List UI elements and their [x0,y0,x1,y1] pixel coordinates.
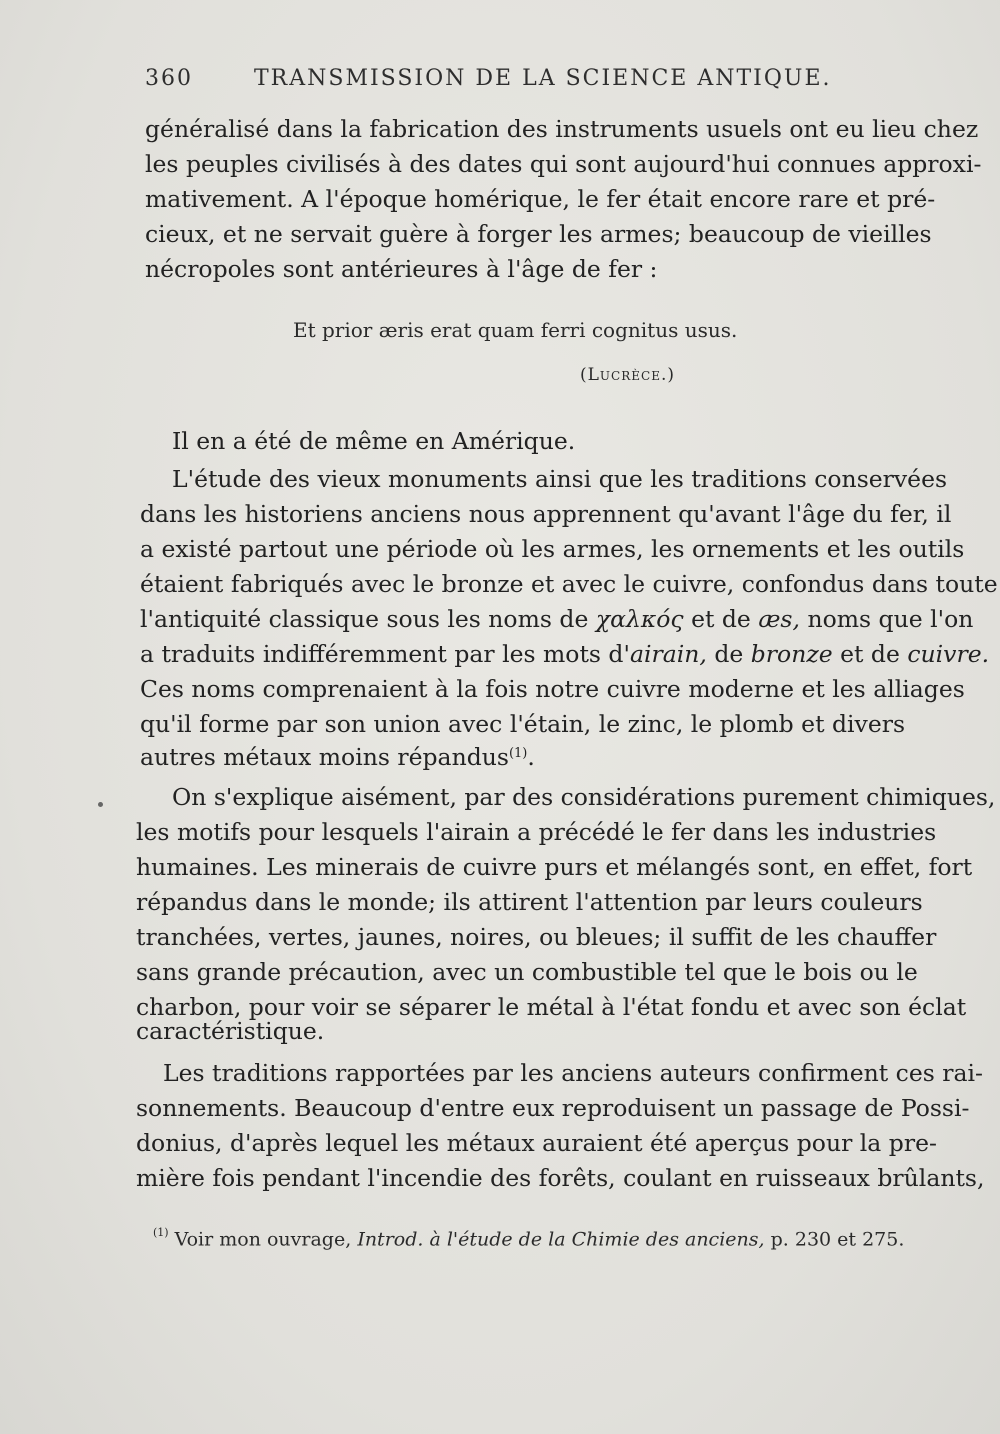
line-text: et de [691,605,751,633]
paragraph-line: caractéristique. [136,1017,325,1045]
paragraph-line: sans grande précaution, avec un combustible tel que le bois ou le [136,958,918,986]
paragraph-line: Il en a été de même en Amérique. [172,427,576,455]
greek-word: χαλκός [595,605,684,633]
line-text: a traduits indifféremment par les mots d' [140,640,630,668]
paragraph-line: On s'explique aisément, par des considérations purement chimiques, [172,783,996,811]
italic-word: cuivre. [907,640,990,668]
paragraph-line [140,637,989,671]
paragraph-line: qu'il forme par son union avec l'étain, le zinc, le plomb et divers [140,710,906,738]
running-title: TRANSMISSION DE LA SCIENCE ANTIQUE. [254,66,832,91]
paragraph-line [140,602,973,636]
page-number: 360 [145,66,193,91]
paragraph-line: mière fois pendant l'incendie des forêts, coulant en ruisseaux brûlants, [136,1164,985,1192]
page-header [145,66,905,91]
line-text: noms que l'on [807,605,974,633]
paragraph-line: Les traditions rapportées par les anciens auteurs confirment ces rai- [163,1059,983,1087]
paragraph-line: charbon, pour voir se séparer le métal à l'état fondu et avec son éclat [136,993,967,1021]
paragraph-line: a existé partout une période où les armes, les ornements et les outils [140,535,965,563]
paragraph-line: étaient fabriqués avec le bronze et avec le cuivre, confondus dans toute [140,570,998,598]
footnote-title: Introd. à l'étude de la Chimie des anciens, [357,1228,765,1251]
text-line: généralisé dans la fabrication des instruments usuels ont eu lieu chez [145,115,979,143]
paragraph-line: L'étude des vieux monuments ainsi que les traditions conservées [172,465,948,493]
footnote-marker: (1) [153,1226,169,1239]
italic-word: bronze [750,640,833,668]
line-text: l'antiquité classique sous les noms de [140,605,589,633]
paragraph-line: dans les historiens anciens nous apprennent qu'avant l'âge du fer, il [140,500,952,528]
text-line: les peuples civilisés à des dates qui sont aujourd'hui connues approxi- [145,150,982,178]
line-text: autres métaux moins répandus [140,743,509,771]
paragraph-line: Ces noms comprenaient à la fois notre cuivre moderne et les alliages [140,675,965,703]
italic-word: airain, [629,640,707,668]
footnote-reference: (1) [508,746,528,761]
latin-quote: Et prior æris erat quam ferri cognitus usus. [293,318,738,342]
latin-word: æs, [758,605,800,633]
footnote [153,1228,904,1250]
line-text: et de [840,640,900,668]
footnote-pages: p. 230 et 275. [770,1228,905,1251]
paragraph-line: humaines. Les minerais de cuivre purs et mélangés sont, en effet, fort [136,853,973,881]
paragraph-line: répandus dans le monde; ils attirent l'attention par leurs couleurs [136,888,923,916]
paragraph-line: les motifs pour lesquels l'airain a précédé le fer dans les industries [136,818,937,846]
text-line: cieux, et ne servait guère à forger les armes; beaucoup de vieilles [145,220,932,248]
line-text: . [527,743,535,771]
footnote-lead: Voir mon ouvrage, [174,1228,352,1251]
paragraph-line: sonnements. Beaucoup d'entre eux reproduisent un passage de Possi- [136,1094,970,1122]
line-text: de [714,640,744,668]
paper-speck [98,802,103,807]
text-line: mativement. A l'époque homérique, le fer était encore rare et pré- [145,185,936,213]
quote-attribution: (Lucrèce.) [580,365,675,385]
paragraph-line: donius, d'après lequel les métaux auraient été aperçus pour la pre- [136,1129,937,1157]
paragraph-line [140,740,535,779]
text-line: nécropoles sont antérieures à l'âge de fer : [145,255,658,283]
paragraph-line: tranchées, vertes, jaunes, noires, ou bleues; il suffit de les chauffer [136,923,937,951]
